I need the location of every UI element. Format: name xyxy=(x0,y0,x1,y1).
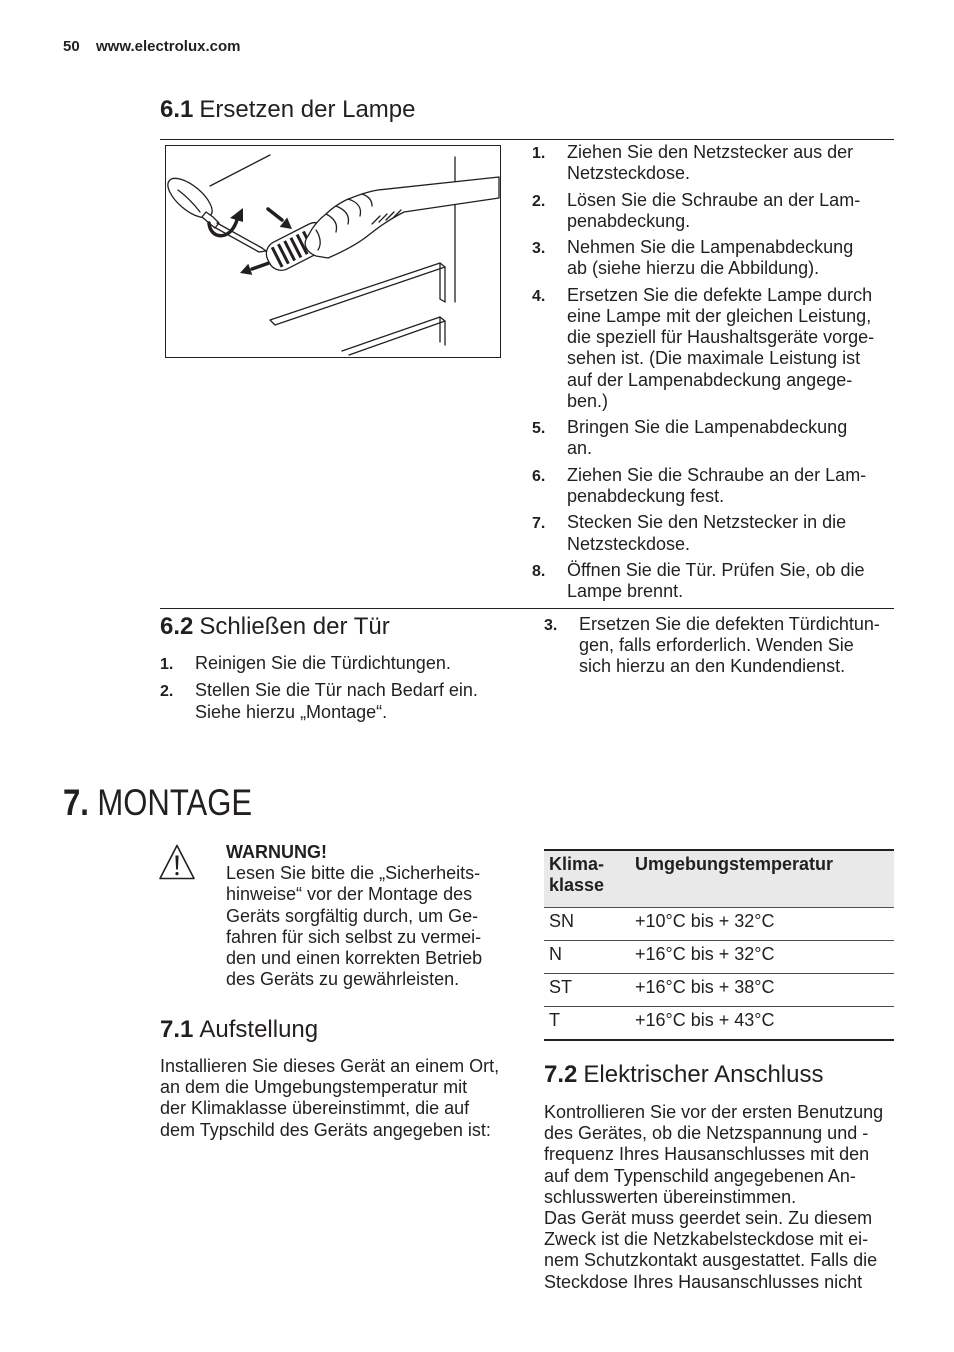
step-text: Ersetzen Sie die defekten Türdichtun- gen, falls erforderlich. Wenden Sie sich hierzu an den Kundendienst. xyxy=(579,614,880,677)
list-item xyxy=(160,653,478,675)
table-cell: +16°C bis + 32°C xyxy=(635,944,775,964)
step-number: 7. xyxy=(532,515,546,533)
step-text: Nehmen Sie die Lampenabdeckung ab (siehe hierzu die Abbildung). xyxy=(567,237,854,279)
section-title: Ersetzen der Lampe xyxy=(199,96,416,123)
hand xyxy=(305,177,499,258)
list-item xyxy=(544,614,880,678)
section-7-2-text: Kontrollieren Sie vor der ersten Benutzung des Gerätes, ob die Netzspannung und - frequenz Ihres Hausanschlusses mit den auf dem Typenschild angegebenen An- schlusswerten übereinstimmen. Das Gerät muss geerdet sein. Zu diesem Zweck ist die Netzkabelsteckdose mit ei- nem Schutzkontakt ausgestattet. Falls die Steckdose Ihres Hausanschlusses nicht xyxy=(544,1102,884,1292)
step-number: 4. xyxy=(532,287,546,305)
section-6-1-heading xyxy=(160,96,416,124)
warning-triangle-icon xyxy=(158,843,196,881)
warning-block xyxy=(226,842,482,990)
table-cell: +10°C bis + 32°C xyxy=(635,911,775,931)
list-item xyxy=(160,680,478,722)
section-7-1-heading xyxy=(160,1016,318,1044)
lower-shelf xyxy=(342,317,445,355)
step-number: 1. xyxy=(160,656,174,673)
push-arrow-icon xyxy=(268,209,292,229)
table-cell: ST xyxy=(549,977,573,997)
section-7-2-heading xyxy=(544,1061,823,1089)
table-header-row xyxy=(544,851,894,907)
list-item xyxy=(532,465,874,507)
step-number: 5. xyxy=(532,420,546,438)
step-number: 8. xyxy=(532,562,546,580)
section-6-1-steps xyxy=(532,142,874,608)
section-6-2-steps-right xyxy=(544,614,880,683)
step-number: 2. xyxy=(160,683,174,701)
step-number: 3. xyxy=(544,617,558,634)
step-text: Stecken Sie den Netzstecker in die Netzsteckdose. xyxy=(567,512,847,554)
section-title: Aufstellung xyxy=(199,1016,319,1043)
pull-arrow-icon xyxy=(240,263,269,275)
warning-title: WARNUNG! xyxy=(226,842,327,862)
page-number: 50 xyxy=(63,38,80,55)
table-header-cell: Klima- klasse xyxy=(549,854,605,896)
list-item xyxy=(532,190,874,232)
table-header-cell: Umgebungstemperatur xyxy=(635,854,834,874)
step-number: 2. xyxy=(532,192,546,210)
chapter-number: 7. xyxy=(63,782,89,823)
table-cell: N xyxy=(549,944,562,964)
step-text: Bringen Sie die Lampenabdeckung an. xyxy=(567,417,848,459)
table-cell: +16°C bis + 38°C xyxy=(635,977,775,997)
step-text: Ziehen Sie die Schraube an der Lam- penabdeckung fest. xyxy=(567,464,867,506)
step-text: Öffnen Sie die Tür. Prüfen Sie, ob die Lampe brennt. xyxy=(567,559,865,602)
section-number: 7.2 xyxy=(544,1061,578,1088)
list-item xyxy=(532,560,874,602)
section-divider xyxy=(160,139,894,140)
table-row xyxy=(544,1006,894,1039)
list-item xyxy=(532,142,874,184)
warning-text: Lesen Sie bitte die „Sicherheits- hinweise“ vor der Montage des Geräts sorgfältig durch, um Ge- fahren für sich selbst zu vermei- den und einen korrekten Betrieb des Geräts zu gewährleisten. xyxy=(226,863,483,990)
ceiling-edge-line xyxy=(210,155,270,186)
chapter-7-heading xyxy=(63,782,252,824)
climate-class-table xyxy=(544,849,894,1041)
table-row xyxy=(544,940,894,973)
step-text: Reinigen Sie die Türdichtungen. xyxy=(195,653,451,673)
list-item xyxy=(532,237,874,279)
step-number: 3. xyxy=(532,240,546,258)
step-number: 1. xyxy=(532,145,546,162)
lamp-replacement-drawing xyxy=(166,146,500,357)
step-text: Ziehen Sie den Netzstecker aus der Netzsteckdose. xyxy=(567,142,854,184)
table-cell: +16°C bis + 43°C xyxy=(635,1010,775,1030)
section-7-1-text: Installieren Sie dieses Gerät an einem Ort, an dem die Umgebungstemperatur mit der Klimaklasse übereinstimmt, die auf dem Typschild des Geräts angegeben ist: xyxy=(160,1056,500,1140)
list-item xyxy=(532,512,874,554)
step-text: Lösen Sie die Schraube an der Lam- penabdeckung. xyxy=(567,189,861,231)
step-text: Ersetzen Sie die defekte Lampe durch eine Lampe mit der gleichen Leistung, die speziell für Haushaltsgeräte vorge- sehen ist. (Die maximale Leistung ist auf der Lampenabdeckung angege- ben.) xyxy=(567,284,875,411)
section-6-2-steps-left xyxy=(160,653,478,728)
step-number: 6. xyxy=(532,467,546,485)
website-url: www.electrolux.com xyxy=(96,38,241,55)
section-number: 6.2 xyxy=(160,613,194,640)
section-title: Elektrischer Anschluss xyxy=(583,1061,824,1088)
section-title: Schließen der Tür xyxy=(199,613,390,640)
section-number: 7.1 xyxy=(160,1016,194,1043)
chapter-title: MONTAGE xyxy=(97,782,253,823)
step-text: Stellen Sie die Tür nach Bedarf ein. Siehe hierzu „Montage“. xyxy=(195,680,478,722)
table-cell: T xyxy=(549,1010,560,1030)
section-divider xyxy=(160,608,894,609)
section-6-2-heading xyxy=(160,613,390,641)
table-cell: SN xyxy=(549,911,575,931)
section-number: 6.1 xyxy=(160,96,194,123)
list-item xyxy=(532,285,874,412)
table-row xyxy=(544,973,894,1006)
upper-shelf xyxy=(270,263,445,325)
lamp-replacement-illustration xyxy=(165,145,501,358)
list-item xyxy=(532,417,874,459)
table-row xyxy=(544,907,894,940)
